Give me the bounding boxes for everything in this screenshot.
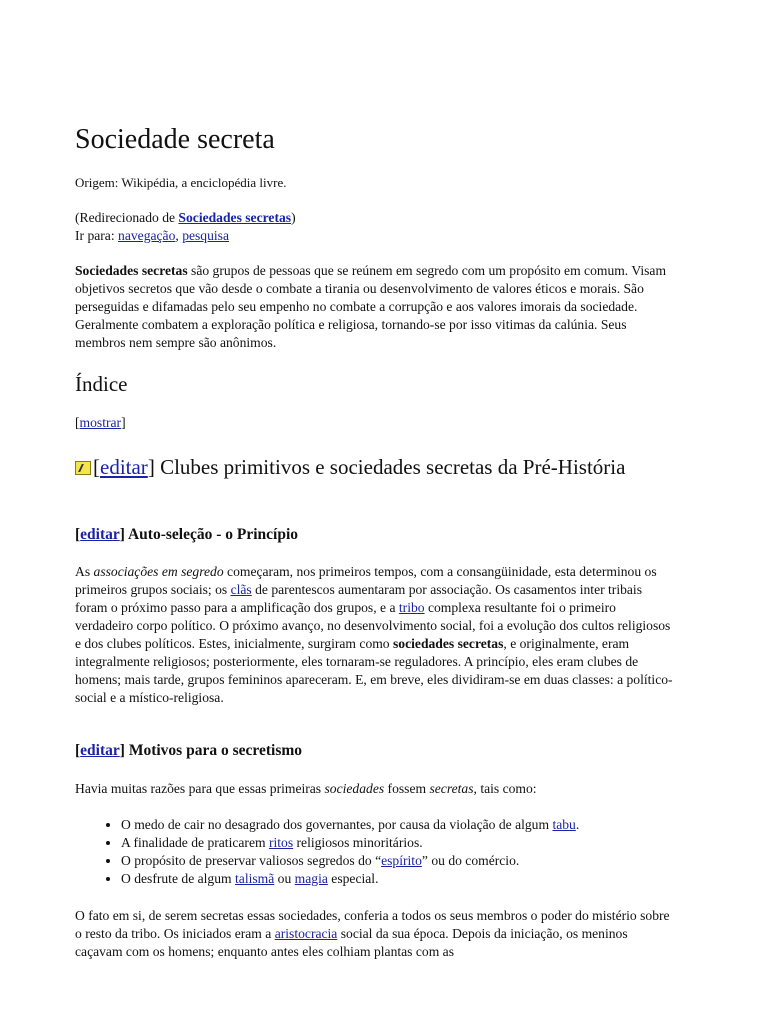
text-span: O propósito de preservar valiosos segredos do “ xyxy=(121,853,382,868)
intro-bold-term: Sociedades secretas xyxy=(75,263,188,278)
intro-text: são grupos de pessoas que se reúnem em segredo com um propósito em comum. Visam objetivos secretos que vão desde o combate a tirania ou desenvolvimento de valores éticos e morais. São perseguidas e difamadas pelo seu empenho no combate a corrupção e aos valores imorais da sociedade. Geralmente combatem a exploração política e religiosa, tornando-se por isso vitimas da calúnia. Seus membros nem sempre são anônimos. xyxy=(75,263,667,350)
list-item xyxy=(121,816,681,834)
list-item xyxy=(121,834,681,852)
edit-link-section1[interactable]: editar xyxy=(100,455,148,479)
text-span: social da sua época. Depois da iniciação, os meninos caçavam com os homens; enquanto antes eles colhiam plantas com as xyxy=(75,926,628,959)
redirect-prefix: (Redirecionado de xyxy=(75,210,179,225)
italic-term: secretas xyxy=(429,781,474,796)
toc-toggle xyxy=(75,415,126,431)
list-item xyxy=(121,852,681,870)
redirect-link[interactable]: Sociedades secretas xyxy=(178,210,292,225)
text-span: ou xyxy=(274,871,295,886)
text-span: começaram, nos primeiros tempos, com a consangüinidade, esta determinou os primeiros grupos sociais; os xyxy=(75,564,657,597)
jump-separator: , xyxy=(175,228,183,243)
link-tabu[interactable]: tabu xyxy=(552,817,576,832)
toc-heading: Índice xyxy=(75,372,128,396)
list-item xyxy=(121,870,681,888)
text-span: As xyxy=(75,564,94,579)
search-link[interactable]: pesquisa xyxy=(182,228,230,243)
paragraph-motivos-closing xyxy=(75,907,675,961)
link-magia[interactable]: magia xyxy=(294,871,328,886)
edit-pencil-icon[interactable] xyxy=(75,461,91,475)
navigation-link[interactable]: navegação xyxy=(118,228,176,243)
text-span: , e originalmente, eram integralmente religiosos; posteriormente, eles tornaram-se reguladores. A princípio, eles eram clubes de homens; mais tarde, grupos femininos apareceram. E, em breve, eles dividiram-se em duas classes: a político-social e a místico-religiosa. xyxy=(75,636,673,705)
subsection-close-bracket: ] xyxy=(119,742,125,759)
motivos-list xyxy=(75,816,681,888)
section-title-clubes: Clubes primitivos e sociedades secretas da Pré-História xyxy=(154,455,626,479)
text-span: de parentescos aumentaram por associação. Os casamentos inter tribais foram o próximo passo para a amplificação dos grupos, e a xyxy=(75,582,642,615)
paragraph-autoselecao xyxy=(75,563,675,707)
subsection-title-motivos: Motivos para o secretismo xyxy=(124,742,303,759)
edit-link-autoselecao[interactable]: editar xyxy=(80,526,120,543)
text-span: O medo de cair no desagrado dos governantes, por causa da violação de algum xyxy=(121,817,553,832)
section-open-bracket: [ xyxy=(93,455,100,479)
edit-link-motivos[interactable]: editar xyxy=(80,742,120,759)
redirect-note xyxy=(75,209,675,227)
jump-links xyxy=(75,227,675,245)
page-title: Sociedade secreta xyxy=(75,124,275,155)
italic-term: associações em segredo xyxy=(93,564,224,579)
text-span: especial. xyxy=(327,871,379,886)
text-span: Havia muitas razões para que essas primeiras xyxy=(75,781,325,796)
section-close-bracket: ] xyxy=(147,455,155,479)
toc-close-bracket: ] xyxy=(121,415,126,430)
link-aristocracia[interactable]: aristocracia xyxy=(274,926,338,941)
subsection-open-bracket: [ xyxy=(75,742,81,759)
subsection-open-bracket: [ xyxy=(75,526,81,543)
link-espirito[interactable]: espírito xyxy=(381,853,422,868)
subsection-title-autoselecao: Auto-seleção - o Princípio xyxy=(124,526,299,543)
toc-open-bracket: [ xyxy=(75,415,80,430)
subsection-heading-autoselecao xyxy=(75,526,298,544)
intro-paragraph xyxy=(75,262,675,352)
subsection-heading-motivos xyxy=(75,742,302,760)
text-span: . xyxy=(575,817,580,832)
text-span: ” ou do comércio. xyxy=(421,853,520,868)
text-span: complexa resultante foi o primeiro verdadeiro corpo político. O próximo avanço, no desenvolvimento social, foi a evolução dos cultos religiosos e dos clubes políticos. Estes, inicialmente, surgiram como xyxy=(75,600,671,651)
text-span: religiosos minoritários. xyxy=(293,835,423,850)
jump-prefix: Ir para: xyxy=(75,228,119,243)
origin-note: Origem: Wikipédia, a enciclopédia livre. xyxy=(75,175,287,190)
section-heading-clubes xyxy=(75,454,675,480)
link-tribo[interactable]: tribo xyxy=(398,600,425,615)
text-span: , tais como: xyxy=(473,781,537,796)
subsection-close-bracket: ] xyxy=(119,526,125,543)
text-span: fossem xyxy=(384,781,430,796)
bold-term: sociedades secretas xyxy=(393,636,504,651)
link-ritos[interactable]: ritos xyxy=(268,835,294,850)
text-span: A finalidade de praticarem xyxy=(121,835,269,850)
text-span: O fato em si, de serem secretas essas sociedades, conferia a todos os seus membros o poder do mistério sobre o resto da tribo. Os iniciados eram a xyxy=(75,908,670,941)
toc-show-link[interactable]: mostrar xyxy=(79,415,122,430)
link-talisma[interactable]: talismã xyxy=(235,871,275,886)
italic-term: sociedades xyxy=(324,781,385,796)
paragraph-motivos-intro xyxy=(75,780,675,798)
link-clas[interactable]: clãs xyxy=(230,582,252,597)
redirect-suffix: ) xyxy=(291,210,296,225)
text-span: O desfrute de algum xyxy=(121,871,236,886)
